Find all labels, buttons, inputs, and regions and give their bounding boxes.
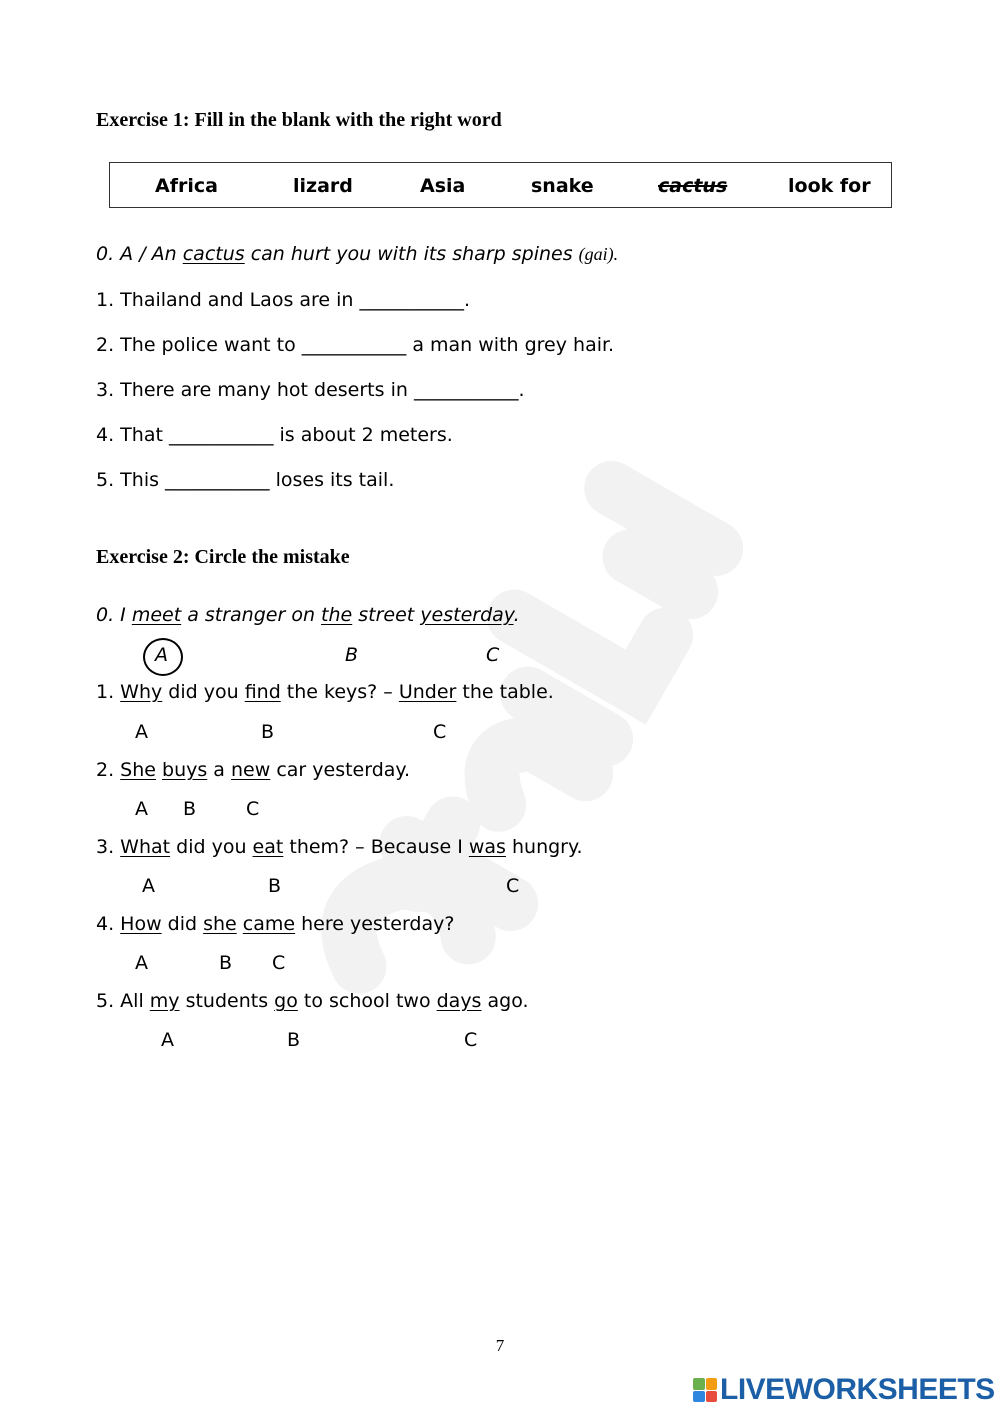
answer-blank[interactable]: ___________ (359, 289, 465, 311)
answer-blank[interactable]: ___________ (165, 469, 270, 491)
exercise-2-item-3: 3. What did you eat them? – Because I was hungry. (96, 836, 583, 858)
option-b[interactable]: B (183, 798, 197, 820)
word-bank-item: lizard (293, 175, 353, 197)
option-b[interactable]: B (287, 1029, 301, 1051)
exercise-2-item-4: 4. How did she came here yesterday? (96, 913, 455, 935)
answer-blank[interactable]: ___________ (301, 334, 407, 356)
answer-blank[interactable]: ___________ (168, 424, 274, 446)
option-b[interactable]: B (268, 875, 282, 897)
exercise-2-item-2: 2. She buys a new car yesterday. (96, 759, 410, 781)
option-c[interactable]: C (464, 1029, 478, 1051)
option-c[interactable]: C (246, 798, 260, 820)
gloss: (gai). (578, 244, 619, 264)
option-c: C (486, 644, 500, 666)
exercise-1-example: 0. A / An cactus can hurt you with its sharp spines (gai). (96, 243, 619, 265)
word-bank-item: snake (531, 175, 594, 197)
option-c[interactable]: C (506, 875, 520, 897)
exercise-2-item-5: 5. All my students go to school two days ago. (96, 990, 529, 1012)
logo-text: LIVEWORKSHEETS (720, 1373, 995, 1406)
exercise-1-item-1: 1. Thailand and Laos are in ___________. (96, 289, 471, 311)
option-c[interactable]: C (433, 721, 447, 743)
option-a[interactable]: A (135, 721, 148, 743)
exercise-1-item-5: 5. This ___________ loses its tail. (96, 469, 395, 491)
word-bank (109, 162, 892, 208)
exercise-2-item-1: 1. Why did you find the keys? – Under the table. (96, 681, 554, 703)
option-a[interactable]: A (135, 952, 148, 974)
option-b[interactable]: B (219, 952, 233, 974)
exercise-1-item-4: 4. That ___________ is about 2 meters. (96, 424, 453, 446)
exercise-1-title: Exercise 1: Fill in the blank with the right word (96, 109, 502, 131)
option-b[interactable]: B (261, 721, 275, 743)
option-a[interactable]: A (161, 1029, 174, 1051)
example-answer: cactus (182, 243, 245, 265)
exercise-2-example: 0. I meet a stranger on the street yesterday. (96, 604, 520, 626)
exercise-1-item-3: 3. There are many hot deserts in ___________. (96, 379, 525, 401)
exercise-2-title: Exercise 2: Circle the mistake (96, 546, 350, 568)
answer-blank[interactable]: ___________ (413, 379, 519, 401)
word-bank-item: look for (788, 175, 871, 197)
word-bank-item: Africa (155, 175, 218, 197)
exercise-1-item-2: 2. The police want to ___________ a man with grey hair. (96, 334, 615, 356)
liveworksheets-logo[interactable] (693, 1373, 995, 1407)
option-a: A (155, 644, 168, 666)
logo-mark-icon (693, 1378, 717, 1402)
page-number: 7 (495, 1336, 505, 1355)
option-a[interactable]: A (142, 875, 155, 897)
word-bank-item-used: cactus (658, 175, 728, 197)
option-c[interactable]: C (272, 952, 286, 974)
option-a[interactable]: A (135, 798, 148, 820)
word-bank-item: Asia (420, 175, 466, 197)
option-b: B (345, 644, 359, 666)
